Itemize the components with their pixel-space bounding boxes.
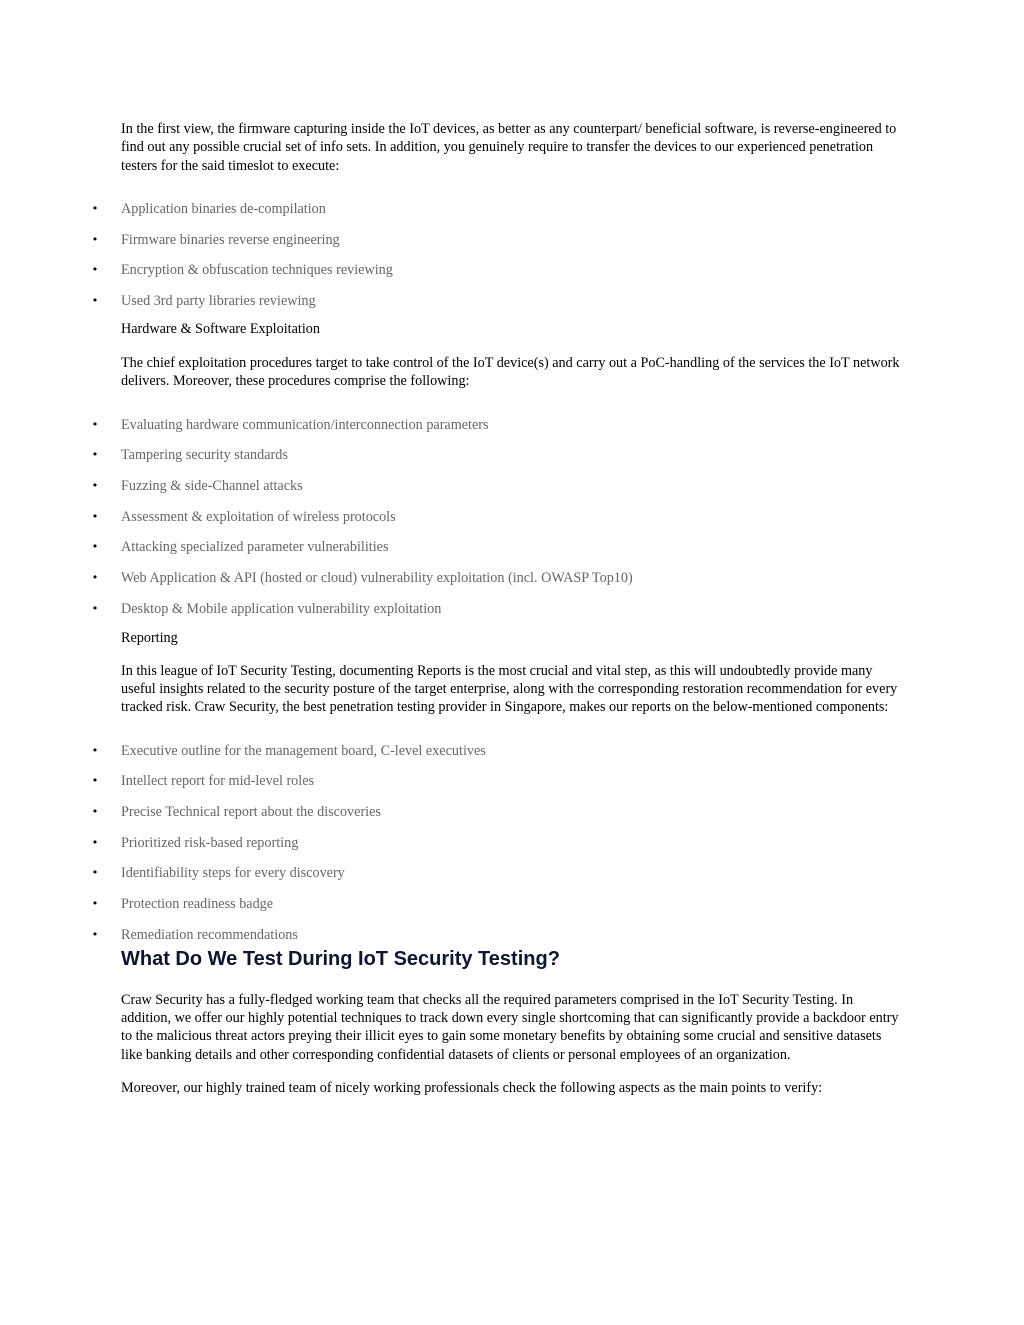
list-item <box>91 477 906 508</box>
bullet-icon: • <box>91 509 99 523</box>
bullet-icon: • <box>91 897 99 910</box>
list-item <box>91 742 906 773</box>
list-item-text: Protection readiness badge <box>121 896 274 912</box>
list-item <box>91 446 906 477</box>
list-item <box>91 292 906 313</box>
list-item-text: Executive outline for the management board, C-level executives <box>121 742 486 759</box>
list-item <box>91 416 906 447</box>
list-item-text: Web Application & API (hosted or cloud) vulnerability exploitation (incl. OWASP Top10) <box>121 569 633 586</box>
list-item-text: Evaluating hardware communication/interconnection parameters <box>121 416 489 433</box>
list-item <box>91 834 906 865</box>
list-item <box>91 231 906 262</box>
bullet-icon: • <box>91 417 99 431</box>
bullet-icon: • <box>91 570 99 584</box>
what-we-test-paragraph-1: Craw Security has a fully-fledged working team that checks all the required parameters comprised in the IoT Security Testing. In addition, we offer our highly potential techniques to track down every single shortcoming that can significantly provide a backdoor entry to the malicious threat actors preying their illicit eyes to gain some monetary benefits by obtaining some crucial and sensitive datasets like banking details and other corresponding confidential datasets of clients or personal employees of an organization. <box>121 991 899 1063</box>
list-item-text: Fuzzing & side-Channel attacks <box>121 477 303 494</box>
bullet-icon: • <box>91 835 99 849</box>
list-item-text: Intellect report for mid-level roles <box>121 773 315 790</box>
list-item-text: Remediation recommendations <box>121 926 298 943</box>
list-item <box>91 864 906 895</box>
list-item <box>91 772 906 803</box>
bullet-icon: • <box>91 804 99 818</box>
document-content <box>91 120 906 1097</box>
list-item-text: Encryption & obfuscation techniques reviewing <box>121 262 393 279</box>
list-item <box>91 508 906 539</box>
reverse-engineering-list <box>91 200 906 313</box>
bullet-icon: • <box>91 927 99 941</box>
bullet-icon: • <box>91 448 99 462</box>
list-item-text: Precise Technical report about the discoveries <box>121 803 381 820</box>
bullet-icon: • <box>91 232 99 246</box>
list-item-text: Prioritized risk-based reporting <box>121 834 299 851</box>
list-item <box>91 803 906 834</box>
bullet-icon: • <box>91 263 99 277</box>
hardware-section-heading: Hardware & Software Exploitation <box>121 320 320 337</box>
list-item <box>91 926 906 947</box>
bullet-icon: • <box>91 478 99 492</box>
intro-paragraph: In the first view, the firmware capturing inside the IoT devices, as better as any counterpart/ beneficial software, is reverse-engineered to find out any possible crucial set of info sets. In addition, you genuinely require to transfer the devices to our experienced penetration testers for the said timeslot to execute: <box>121 121 897 174</box>
list-item-text: Application binaries de-compilation <box>121 200 326 217</box>
list-item <box>91 538 906 569</box>
exploitation-list <box>91 416 906 621</box>
list-item-text: Firmware binaries reverse engineering <box>121 231 340 248</box>
reporting-components-list <box>91 742 906 947</box>
list-item-text: Used 3rd party libraries reviewing <box>121 292 316 309</box>
bullet-icon: • <box>91 866 99 880</box>
reporting-section-paragraph: In this league of IoT Security Testing, documenting Reports is the most crucial and vital step, as this will undoubtedly provide many useful insights related to the security posture of the target enterprise, along with the corresponding restoration recommendation for every tracked risk. Craw Security, the best penetration testing provider in Singapore, makes our reports on the below-mentioned components: <box>121 662 898 716</box>
what-we-test-paragraph-2: Moreover, our highly trained team of nicely working professionals check the following aspects as the main points to verify: <box>121 1079 823 1096</box>
list-item <box>91 895 906 926</box>
list-item-text: Tampering security standards <box>121 447 288 464</box>
list-item-text: Assessment & exploitation of wireless protocols <box>121 508 396 525</box>
list-item <box>91 200 906 231</box>
list-item-text: Desktop & Mobile application vulnerability exploitation <box>121 600 442 617</box>
list-item <box>91 569 906 600</box>
bullet-icon: • <box>91 774 99 788</box>
list-item-text: Attacking specialized parameter vulnerabilities <box>121 539 389 556</box>
list-item-text: Identifiability steps for every discovery <box>121 865 345 882</box>
bullet-icon: • <box>91 293 99 307</box>
list-item <box>91 261 906 292</box>
list-item <box>91 600 906 621</box>
what-we-test-heading: What Do We Test During IoT Security Testing? <box>121 947 560 970</box>
bullet-icon: • <box>91 201 99 215</box>
bullet-icon: • <box>91 540 99 554</box>
hardware-section-paragraph: The chief exploitation procedures target to take control of the IoT device(s) and carry out a PoC-handling of the services the IoT network delivers. Moreover, these procedures comprise the following: <box>121 354 900 390</box>
reporting-section-heading: Reporting <box>121 629 178 646</box>
bullet-icon: • <box>91 743 99 757</box>
bullet-icon: • <box>91 601 99 615</box>
